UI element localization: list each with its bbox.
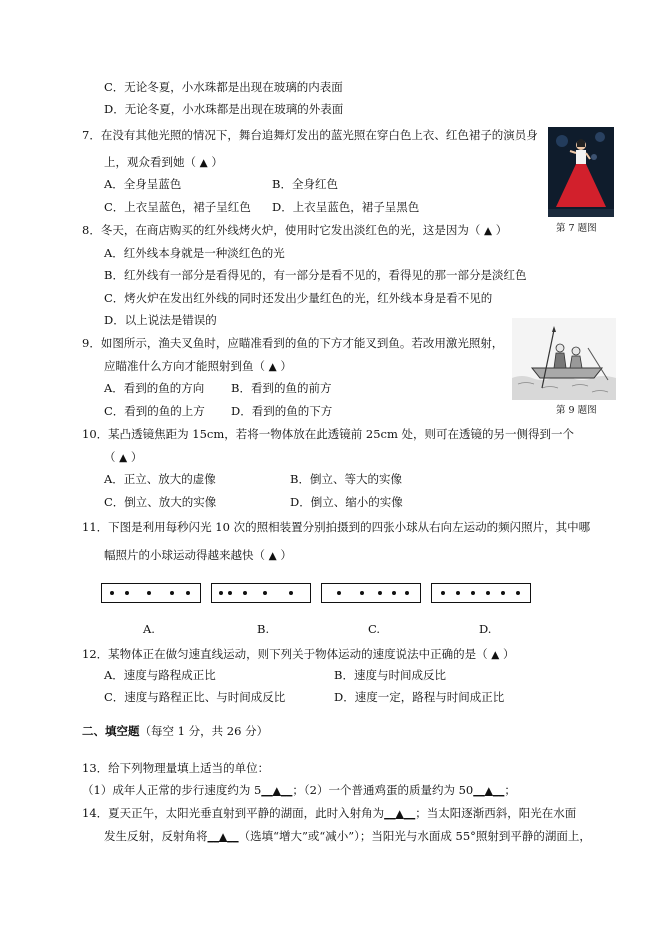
q9-option-c: C．看到的鱼的上方 bbox=[104, 404, 205, 418]
q12-option-d: D．速度一定，路程与时间成正比 bbox=[334, 690, 505, 704]
ball-dot bbox=[405, 591, 409, 595]
q7-option-c: C．上衣呈蓝色，裙子呈红色 bbox=[104, 200, 251, 214]
answer-triangle-mark: ▲ bbox=[484, 785, 493, 797]
ball-dot bbox=[456, 591, 460, 595]
ball-dot bbox=[263, 591, 267, 595]
answer-triangle-mark: ▲ bbox=[268, 361, 277, 373]
ball-dot bbox=[471, 591, 475, 595]
q10-option-c: C．倒立、放大的实像 bbox=[104, 495, 217, 509]
q11-label-c: C. bbox=[368, 622, 381, 636]
q8-option-a: A．红外线本身就是一种淡红色的光 bbox=[104, 246, 285, 260]
ball-dot bbox=[360, 591, 364, 595]
answer-triangle-mark: ▲ bbox=[483, 225, 493, 237]
q11-stem-line1: 11．下图是利用每秒闪光 10 次的照相装置分别拍摄到的四张小球从右向左运动的频闪照片，其中哪 bbox=[82, 520, 591, 534]
q11-label-a: A. bbox=[143, 622, 155, 636]
q11-label-d: D. bbox=[479, 622, 492, 636]
q9-option-b: B．看到的鱼的前方 bbox=[231, 381, 332, 395]
q7-option-d: D．上衣呈蓝色，裙子呈黑色 bbox=[272, 200, 420, 214]
q10-option-d: D．倒立、缩小的实像 bbox=[290, 495, 403, 509]
ball-dot bbox=[170, 591, 174, 595]
q10-stem-line2: （ ▲ ） bbox=[104, 450, 143, 464]
ball-dot bbox=[392, 591, 396, 595]
q8-option-b: B．红外线有一部分是看得见的，有一部分是看不见的，看得见的那一部分是淡红色 bbox=[104, 268, 527, 282]
q8-stem: 8．冬天，在商店购买的红外线烤火炉，使用时它发出淡红色的光，这是因为（ ▲ ） bbox=[82, 223, 508, 237]
strobe-photo-c bbox=[321, 583, 421, 603]
answer-triangle-mark: ▲ bbox=[272, 785, 281, 797]
q9-option-a: A．看到的鱼的方向 bbox=[104, 381, 205, 395]
answer-triangle-mark: ▲ bbox=[119, 452, 128, 464]
q9-stem-line1: 9．如图所示，渔夫叉鱼时，应瞄准看到的鱼的下方才能叉到鱼。若改用激光照射， bbox=[82, 336, 504, 350]
q11-label-b: B. bbox=[257, 622, 270, 636]
answer-triangle-mark: ▲ bbox=[219, 831, 228, 843]
q7-option-b: B．全身红色 bbox=[272, 177, 338, 191]
ball-dot bbox=[147, 591, 151, 595]
strobe-photo-b bbox=[211, 583, 311, 603]
q12-option-a: A．速度与路程成正比 bbox=[104, 668, 216, 682]
ball-dot bbox=[186, 591, 190, 595]
q8-option-c: C．烤火炉在发出红外线的同时还发出少量红色的光，红外线本身是看不见的 bbox=[104, 291, 493, 305]
ball-dot bbox=[110, 591, 114, 595]
q9-figure-caption: 第 9 题图 bbox=[556, 405, 597, 416]
answer-triangle-mark: ▲ bbox=[199, 157, 208, 169]
strobe-photo-d bbox=[431, 583, 531, 603]
ball-dot bbox=[501, 591, 505, 595]
singer-illustration bbox=[548, 127, 614, 217]
ball-dot bbox=[228, 591, 232, 595]
ball-dot bbox=[486, 591, 490, 595]
q7-option-a: A．全身呈蓝色 bbox=[104, 177, 182, 191]
q7-figure-singer-photo bbox=[548, 127, 614, 217]
q7-figure-caption: 第 7 题图 bbox=[556, 223, 597, 234]
ball-dot bbox=[337, 591, 341, 595]
ball-dot bbox=[378, 591, 382, 595]
q8-option-d: D．以上说法是错误的 bbox=[104, 313, 217, 327]
q12-option-c: C．速度与路程正比、与时间成反比 bbox=[104, 690, 286, 704]
answer-triangle-mark: ▲ bbox=[491, 649, 500, 661]
ball-dot bbox=[243, 591, 247, 595]
q10-option-b: B．倒立、等大的实像 bbox=[290, 472, 402, 486]
q9-option-d: D．看到的鱼的下方 bbox=[231, 404, 333, 418]
fisherman-illustration bbox=[512, 318, 616, 400]
q9-figure-fisherman bbox=[512, 318, 616, 400]
q6-option-d: D．无论冬夏，小水珠都是出现在玻璃的外表面 bbox=[104, 102, 344, 116]
ball-dot bbox=[516, 591, 520, 595]
q7-stem-line1: 7．在没有其他光照的情况下，舞台追舞灯发出的蓝光照在穿白色上衣、红色裙子的演员身 bbox=[82, 128, 538, 142]
q14-line1: 14．夏天正午，太阳光垂直射到平静的湖面，此时入射角为__▲__；当太阳逐渐西斜，阳光在水面 bbox=[82, 806, 577, 820]
ball-dot bbox=[125, 591, 129, 595]
q9-stem-line2: 应瞄准什么方向才能照射到鱼（ ▲ ） bbox=[104, 359, 292, 373]
q10-stem-line1: 10．某凸透镜焦距为 15cm，若将一物体放在此透镜前 25cm 处，则可在透镜的另一侧得到一个 bbox=[82, 427, 575, 441]
q10-option-a: A．正立、放大的虚像 bbox=[104, 472, 216, 486]
ball-dot bbox=[219, 591, 223, 595]
q12-stem: 12．某物体正在做匀速直线运动，则下列关于物体运动的速度说法中正确的是（ ▲ ） bbox=[82, 647, 515, 661]
answer-triangle-mark: ▲ bbox=[395, 808, 404, 820]
q13-stem: 13．给下列物理量填上适当的单位： bbox=[82, 761, 270, 775]
ball-dot bbox=[289, 591, 293, 595]
q12-option-b: B．速度与时间成反比 bbox=[334, 668, 446, 682]
strobe-photo-a bbox=[101, 583, 201, 603]
answer-triangle-mark: ▲ bbox=[268, 550, 277, 562]
ball-dot bbox=[441, 591, 445, 595]
q11-stem-line2: 幅照片的小球运动得越来越快（ ▲ ） bbox=[104, 548, 292, 562]
section2-heading: 二、填空题（每空 1 分，共 26 分） bbox=[82, 724, 269, 738]
q6-option-c: C．无论冬夏，小水珠都是出现在玻璃的内表面 bbox=[104, 80, 343, 94]
q7-stem-line2: 上，观众看到她（ ▲ ） bbox=[104, 155, 223, 169]
q13-parts: （1）成年人正常的步行速度约为 5__▲__；（2）一个普通鸡蛋的质量约为 50__▲__； bbox=[82, 783, 516, 797]
q14-line2: 发生反射，反射角将__▲__（选填“增大”或“减小”）；当阳光与水面成 55°照射到平静的湖面上， bbox=[104, 829, 591, 843]
